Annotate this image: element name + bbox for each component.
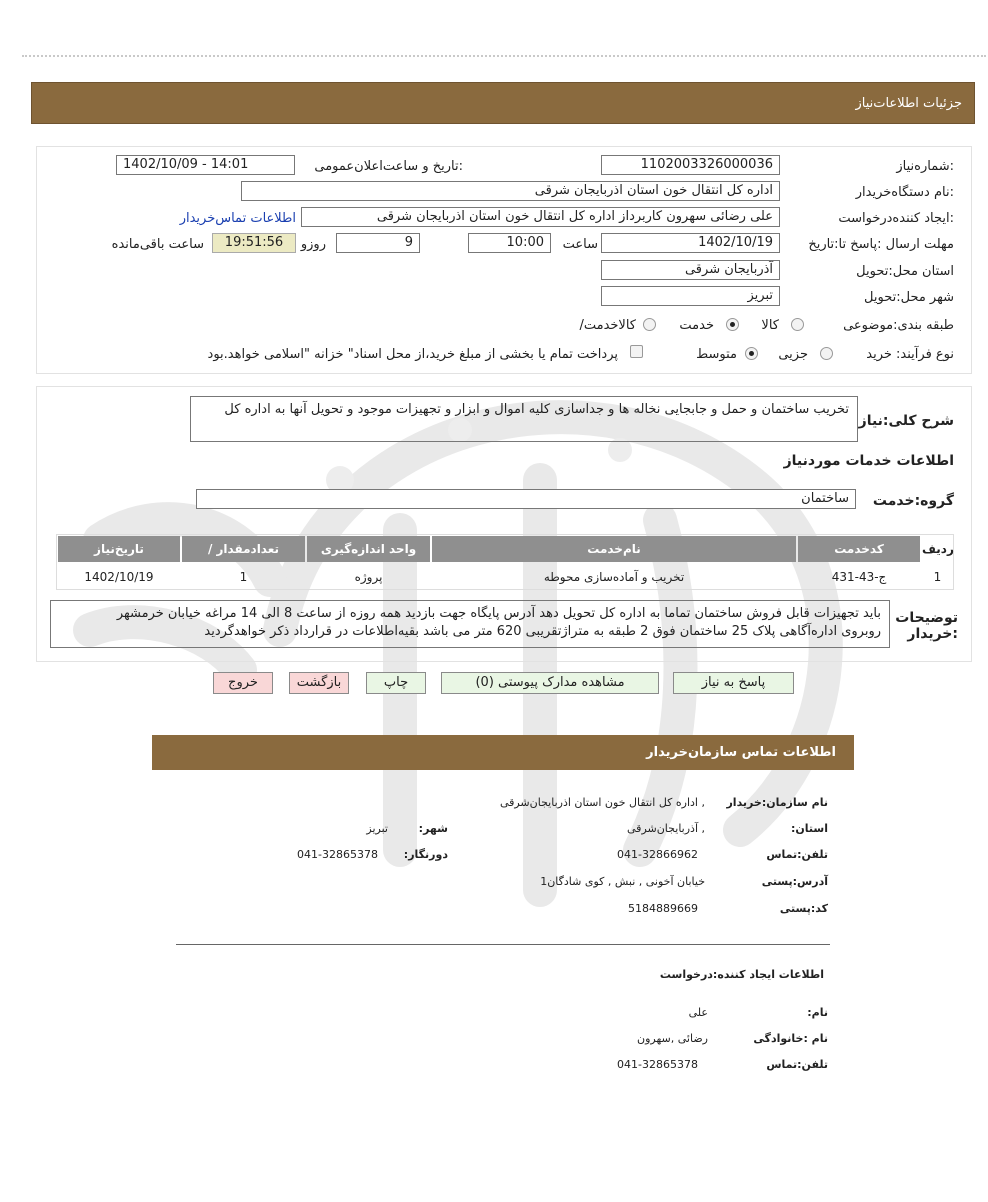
creator-field[interactable]: علی رضائی سهرون کاربرداز اداره کل انتقال خون استان اذربایجان شرقی xyxy=(301,207,780,227)
org-value: اداره کل انتقال خون استان اذربایجان‌شرقی , xyxy=(499,796,705,809)
contact-city-label: :شهر xyxy=(418,822,448,835)
summary-label: شرح کلی:نیاز xyxy=(858,413,954,429)
contact-fax-label: :دورنگار xyxy=(403,848,448,861)
header-bar xyxy=(31,82,975,124)
contact-phone-label: تلفن:تماس xyxy=(766,848,828,861)
contact-postal-label: کد:پستی xyxy=(779,902,828,915)
need-no-field[interactable]: 1102003326000036 xyxy=(601,155,780,175)
contact-city-value: تبریز xyxy=(366,822,388,835)
group-label: گروه:خدمت xyxy=(872,493,954,509)
attachments-button[interactable]: مشاهده مدارک پیوستی (0) xyxy=(441,672,659,694)
process-label: نوع فرآیند: خرید xyxy=(866,347,954,362)
treasury-checkbox[interactable] xyxy=(630,345,643,358)
buyer-field[interactable]: اداره کل انتقال خون استان اذربایجان شرقی xyxy=(241,181,780,201)
deadline-time-field[interactable]: 10:00 xyxy=(468,233,551,253)
radio-medium-label: متوسط xyxy=(696,347,737,362)
table-row-code: ج-43-431 xyxy=(831,570,887,584)
services-title: اطلاعات خدمات موردنیاز xyxy=(783,453,954,469)
org-label: نام سازمان:خریدار xyxy=(726,796,828,809)
contact-divider xyxy=(176,944,830,945)
category-label: طبقه بندی:موضوعی xyxy=(843,318,954,333)
creator-family-value: رضائی ,سهرون xyxy=(637,1032,708,1045)
contact-postal-value: 5184889669 xyxy=(628,902,698,915)
payment-note: پرداخت تمام یا بخشی از مبلغ خرید،از محل اسناد" خزانه "اسلامی خواهد.بود xyxy=(207,347,618,362)
radio-goods-label: کالا xyxy=(761,318,779,333)
contact-address-label: آدرس:پستی xyxy=(761,875,828,888)
deadline-label: مهلت ارسال :پاسخ تا:تاریخ xyxy=(808,237,954,252)
notes-label: توضیحات :خریدار xyxy=(895,610,958,642)
remaining-time: 19:51:56 xyxy=(212,233,296,253)
contact-province-value: آذربایجان‌شرقی , xyxy=(627,822,705,835)
notes-line-2: روبروی اداره‌آگاهی پلاک 25 ساختمان فوق 2 طبقه به متراژتقریبی 620 متر می باشد بقیه‌اطلاعات در قرارداد ذکر خواهدگردید xyxy=(204,624,881,639)
creator-label: ایجاد کننده‌درخواست: xyxy=(838,211,954,226)
page-title: جزئیات اطلاعات‌نیاز xyxy=(855,96,962,111)
table-row-name: تخریب و آماده‌سازی محوطه xyxy=(543,570,685,584)
city-label: شهر محل:تحویل xyxy=(864,290,954,305)
contact-province-label: :استان xyxy=(790,822,828,835)
back-button[interactable]: بازگشت xyxy=(289,672,349,694)
th-row: ردیف xyxy=(922,536,953,562)
contact-phone-value: 041-32866962 xyxy=(617,848,698,861)
group-field[interactable]: ساختمان xyxy=(196,489,856,509)
creator-phone-value: 041-32865378 xyxy=(617,1058,698,1071)
print-button[interactable]: چاپ xyxy=(366,672,426,694)
creator-phone-label: تلفن:تماس xyxy=(766,1058,828,1071)
city-field[interactable]: تبریز xyxy=(601,286,780,306)
announce-field[interactable]: 1402/10/09 - 14:01 xyxy=(116,155,295,175)
need-no-label: شماره‌نیاز: xyxy=(896,159,954,174)
th-unit: واحد اندازه‌گیری xyxy=(307,536,430,562)
buyer-label: نام دستگاه‌خریدار: xyxy=(855,185,954,200)
table-row-unit: پروژه xyxy=(354,570,383,584)
announce-label: تاریخ و ساعت‌اعلان‌عمومی: xyxy=(314,159,463,174)
creator-name-value: علی xyxy=(688,1006,708,1019)
top-divider xyxy=(22,55,986,57)
radio-service[interactable] xyxy=(726,318,739,331)
radio-medium[interactable] xyxy=(745,347,758,360)
contact-fax-value: 041-32865378 xyxy=(297,848,378,861)
time-label: ساعت xyxy=(562,237,598,252)
province-field[interactable]: آذربایجان شرقی xyxy=(601,260,780,280)
reply-button[interactable]: پاسخ به نیاز xyxy=(673,672,794,694)
table-row-index: 1 xyxy=(933,570,942,584)
deadline-date-field[interactable]: 1402/10/19 xyxy=(601,233,780,253)
table-row-qty: 1 xyxy=(239,570,248,584)
creator-section-title: اطلاعات ایجاد کننده:درخواست xyxy=(659,968,824,981)
contact-section-header xyxy=(152,735,854,770)
th-date: تاریخ‌نیاز xyxy=(58,536,180,562)
radio-service-label: خدمت xyxy=(679,318,714,333)
radio-minor[interactable] xyxy=(820,347,833,360)
notes-line-1: باید تجهیزات قابل فروش ساختمان تماما به اداره کل تحویل دهد آدرس پایگاه جهت بازدید همه روزه از ساعت 8 الی 14 مراغه خیابان خرمشهر xyxy=(116,606,881,621)
th-name: نام‌خدمت xyxy=(432,536,796,562)
days-label: روزو xyxy=(300,237,326,252)
province-label: استان محل:تحویل xyxy=(856,264,954,279)
radio-goods-service-label: /کالاخدمت xyxy=(579,318,636,333)
notes-field[interactable] xyxy=(50,600,890,648)
days-field[interactable]: 9 xyxy=(336,233,420,253)
th-code: کدخدمت xyxy=(798,536,920,562)
exit-button[interactable]: خروج xyxy=(213,672,273,694)
summary-field[interactable]: تخریب ساختمان و حمل و جابجایی نخاله ها و جداسازی کلیه اموال و ابزار و تجهیزات موجود و تحویل آنها به اداره کل xyxy=(190,396,858,442)
table-row-date: 1402/10/19 xyxy=(84,570,154,584)
buyer-contact-link[interactable]: اطلاعات تماس‌خریدار xyxy=(179,211,296,226)
remaining-label: ساعت باقی‌مانده xyxy=(111,237,204,252)
contact-section-title: اطلاعات تماس سازمان‌خریدار xyxy=(646,745,836,760)
radio-goods-service[interactable] xyxy=(643,318,656,331)
radio-goods[interactable] xyxy=(791,318,804,331)
radio-minor-label: جزیی xyxy=(778,347,808,362)
contact-address-value: خیابان آخونی , نبش , کوی شادگان1 xyxy=(540,875,705,888)
creator-name-label: :نام xyxy=(807,1006,828,1019)
creator-family-label: نام :خانوادگی xyxy=(753,1032,828,1045)
th-qty: / تعدادمقدار xyxy=(182,536,305,562)
services-table xyxy=(56,534,954,590)
